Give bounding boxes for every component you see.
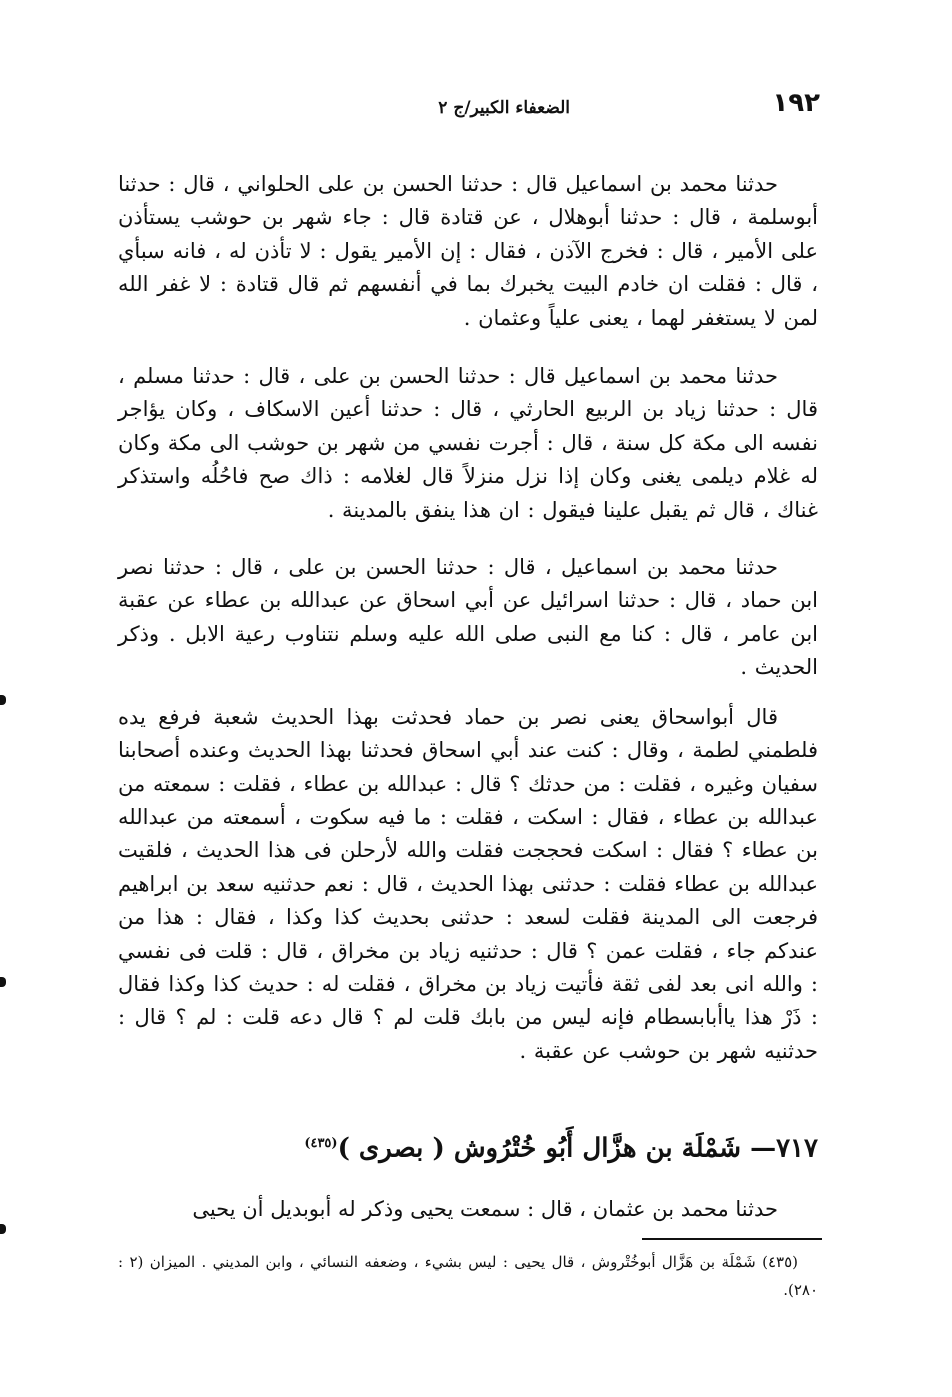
page-header xyxy=(120,88,820,124)
page-number: ١٩٢ xyxy=(772,88,820,118)
continuing-paragraph: حدثنا محمد بن عثمان ، قال : سمعت يحيى وذكر له أبوبديل أن يحيى xyxy=(192,1197,778,1221)
running-title: الضعفاء الكبير/ج ٢ xyxy=(438,98,570,118)
main-text xyxy=(118,168,818,1068)
paragraph: حدثنا محمد بن اسماعيل قال : حدثنا الحسن بن على الحلواني ، قال : حدثنا أبوسلمة ، قال : حدثنا أبوهلال ، عن قتادة قال : جاء شهر بن حوشب يستأذن على الأمير ، قال : فخرج الآذن ، فقال : إن الأمير يقول : لا تأذن له ، فانه سبأي ، قال : فقلت ان خادم البيت يخبرك بما في أنفسهم ثم قال قتادة : لا غفر الله لمن لا يستغفر لهما ، يعنى علياً وعثمان . xyxy=(118,172,818,330)
margin-mark xyxy=(0,1224,6,1234)
paragraph: قال أبواسحاق يعنى نصر بن حماد فحدثت بهذا الحديث شعبة فرفع يده فلطمني لطمة ، وقال : كنت عند أبي اسحاق فحدثنا بهذا الحديث وعنده أصحابنا سفيان وغيره ، فقلت : من حدثك ؟ قال : عبدالله بن عطاء ، فقلت : سمعته من عبدالله بن عطاء ، فقال : اسكت ، فقلت : ما فيه سكوت ، أسمعته من عبدالله بن عطاء ؟ فقال : اسكت فحججت فقلت والله لأرحلن فى هذا الحديث ، فلقيت عبدالله بن عطاء فقلت : حدثنى بهذا الحديث ، قال : نعم حدثنيه سعد بن ابراهيم فرجعت الى المدينة فقلت لسعد : حدثنى بحديث كذا وكذا ، فقال : هذا من عندكم جاء ، فقلت عمن ؟ قال : حدثنيه زياد بن مخراق ، قال : قلت فى نفسي : والله انى بعد لفى ثقة فأتيت زياد بن مخراق ، فقلت له : حديث كذا وكذا فقال : ذَرْ هذا ياأبابسطام فإنه ليس من بابك قلت لم ؟ قال دعه قلت : لم ؟ قال : حدثنيه شهر بن حوشب عن عقبة . xyxy=(118,704,818,1063)
margin-mark xyxy=(0,977,6,987)
entry-heading xyxy=(118,1124,818,1169)
paragraph: حدثنا محمد بن اسماعيل قال : حدثنا الحسن بن على ، قال : حدثنا مسلم ، قال : حدثنا زياد بن الربيع الحارثي ، قال : حدثنا أعين الاسكاف ، وكان يؤاجر نفسه الى مكة كل سنة ، قال : أجرت نفسي من شهر بن حوشب الى مكة وكان له غلام ديلمى يغنى وكان إذا نزل منزلاً قال لغلامه : ذاك صح فاحُلُه واستذكر غناك ، قال ثم يقبل علينا فيقول : ان هذا ينفق بالمدينة . xyxy=(118,364,818,522)
footnote-separator xyxy=(642,1238,822,1240)
margin-mark xyxy=(0,695,6,705)
paragraph: حدثنا محمد بن اسماعيل ، قال : حدثنا الحسن بن على ، قال : حدثنا نصر ابن حماد ، قال : حدثنا اسرائيل عن أبي اسحاق عن عبدالله بن عطاء عن عقبة ابن عامر ، قال : كنا مع النبى صلى الله عليه وسلم نتناوب رعية الابل . وذكر الحديث . xyxy=(118,555,818,680)
entry-heading-text: ٧١٧— شَمْلَة بن هزَّال أَبُو خُتْرُوش ( بصرى ) xyxy=(337,1133,818,1164)
footnote-reference: (٤٣٥) xyxy=(304,1136,338,1151)
footnote: (٤٣٥) شَمْلَة بن هَزَّال أبوخُتْروش ، قال يحيى : ليس بشيء ، وضعفه النسائي ، وابن المديني . الميزان (٢ : ٢٨٠). xyxy=(118,1253,818,1299)
